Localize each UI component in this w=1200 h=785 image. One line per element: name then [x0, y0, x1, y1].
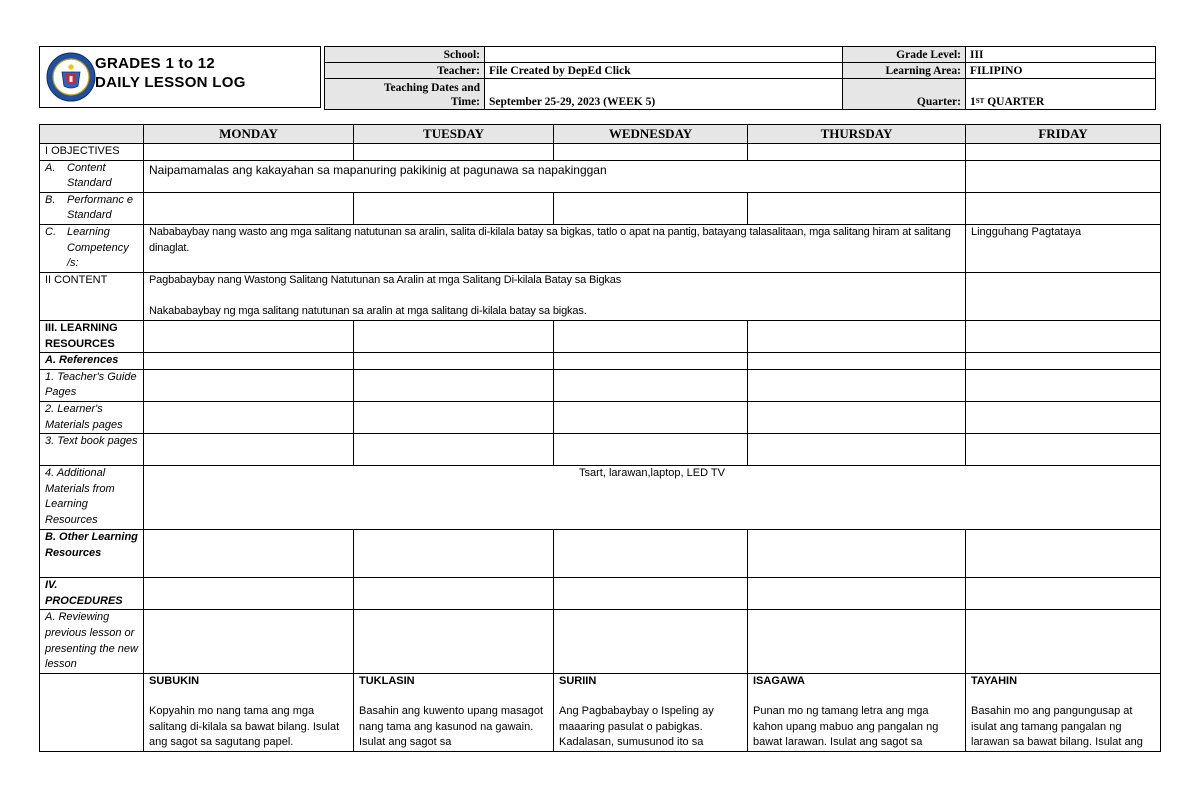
teaching-dates-label: Teaching Dates and Time:: [325, 79, 485, 110]
teacher-label: Teacher:: [325, 63, 485, 79]
textbook-label: 3. Text book pages: [40, 434, 144, 466]
activity-tuesday: TUKLASIN Basahin ang kuwento upang masagot nang tama ang kasunod na gawain. Isulat ang sagot sa: [354, 674, 554, 752]
additional-materials-label: 4. Additional Materials from Learning Resources: [40, 466, 144, 530]
activity-monday: SUBUKIN Kopyahin mo nang tama ang mga salitang di-kilala sa bawat bilang. Isulat ang sagot sa sagutang papel.: [144, 674, 354, 752]
content-standard-row: [40, 160, 1161, 192]
reviewing-label: A. Reviewing previous lesson or presenting the new lesson: [40, 610, 144, 674]
learning-competency-text: Nababaybay nang wasto ang mga salitang natutunan sa aralin, salita di-kilala batay sa bigkas, tatlo o apat na pantig, batayang talasalitaan, mga salitang hiram at salitang dinaglat.: [144, 224, 966, 272]
procedures-row: [40, 578, 1161, 610]
learning-competency-label: C. Learning Competency /s:: [40, 224, 144, 272]
grade-level-label: Grade Level:: [843, 47, 966, 63]
quarter-label: Quarter:: [843, 79, 966, 110]
activities-row: [40, 674, 1161, 752]
objectives-label: I OBJECTIVES: [40, 144, 144, 161]
deped-seal-icon: [46, 52, 96, 102]
content-standard-text: Naipamamalas ang kakayahan sa mapanuring pakikinig at pagunawa sa napakinggan: [144, 160, 966, 192]
learning-area-value: FILIPINO: [966, 63, 1156, 79]
learning-competency-friday: Lingguhang Pagtataya: [966, 224, 1161, 272]
additional-materials-text: Tsart, larawan,laptop, LED TV: [144, 466, 1161, 530]
learning-area-label: Learning Area:: [843, 63, 966, 79]
other-resources-label: B. Other Learning Resources: [40, 530, 144, 578]
learning-competency-row: [40, 224, 1161, 272]
header-info-table: [324, 46, 1156, 110]
activity-thursday: ISAGAWA Punan mo ng tamang letra ang mga kahon upang mabuo ang pangalan ng bawat larawan. Isulat ang sagot sa: [748, 674, 966, 752]
school-value: [485, 47, 843, 63]
day-tuesday: TUESDAY: [354, 125, 554, 144]
day-header-row: [40, 125, 1161, 144]
textbook-row: [40, 434, 1161, 466]
content-standard-label: A. Content Standard: [40, 160, 144, 192]
activity-friday: TAYAHIN Basahin mo ang pangungusap at isulat ang tamang pangalan ng larawan sa bawat bilang. Isulat ang: [966, 674, 1161, 752]
learning-resources-label: III. LEARNING RESOURCES: [40, 320, 144, 352]
blank-header-cell: [40, 125, 144, 144]
quarter-value: 1ST QUARTER: [966, 79, 1156, 110]
day-wednesday: WEDNESDAY: [554, 125, 748, 144]
learning-resources-row: [40, 320, 1161, 352]
teachers-guide-label: 1. Teacher's Guide Pages: [40, 369, 144, 401]
title-grades: GRADES 1 to 12: [95, 55, 216, 72]
grade-level-value: III: [966, 47, 1156, 63]
learners-materials-label: 2. Learner's Materials pages: [40, 401, 144, 433]
additional-materials-row: [40, 466, 1161, 530]
content-row: [40, 272, 1161, 320]
references-row: [40, 353, 1161, 370]
title-daily-lesson-log: DAILY LESSON LOG: [95, 74, 246, 91]
content-text: Pagbabaybay nang Wastong Salitang Natutunan sa Aralin at mga Salitang Di-kilala Batay sa Bigkas Nakababaybay ng mga salitang natutunan sa aralin at mga salitang di-kilala batay sa bigkas.: [144, 272, 966, 320]
performance-standard-row: [40, 192, 1161, 224]
day-monday: MONDAY: [144, 125, 354, 144]
day-thursday: THURSDAY: [748, 125, 966, 144]
procedures-label: IV. PROCEDURES: [40, 578, 144, 610]
teaching-dates-value: September 25-29, 2023 (WEEK 5): [485, 79, 843, 110]
day-friday: FRIDAY: [966, 125, 1161, 144]
references-label: A. References: [40, 353, 144, 370]
title-box: [39, 46, 321, 108]
learners-materials-row: [40, 401, 1161, 433]
school-label: School:: [325, 47, 485, 63]
performance-standard-label: B. Performanc e Standard: [40, 192, 144, 224]
teacher-value: File Created by DepEd Click: [485, 63, 843, 79]
activity-wednesday: SURIIN Ang Pagbabaybay o Ispeling ay maaaring pasulat o pabigkas. Kadalasan, sumusunod ito sa: [554, 674, 748, 752]
reviewing-row: [40, 610, 1161, 674]
content-label: II CONTENT: [40, 272, 144, 320]
lesson-log-table: [39, 124, 1161, 752]
teachers-guide-row: [40, 369, 1161, 401]
objectives-row: [40, 144, 1161, 161]
other-resources-row: [40, 530, 1161, 578]
